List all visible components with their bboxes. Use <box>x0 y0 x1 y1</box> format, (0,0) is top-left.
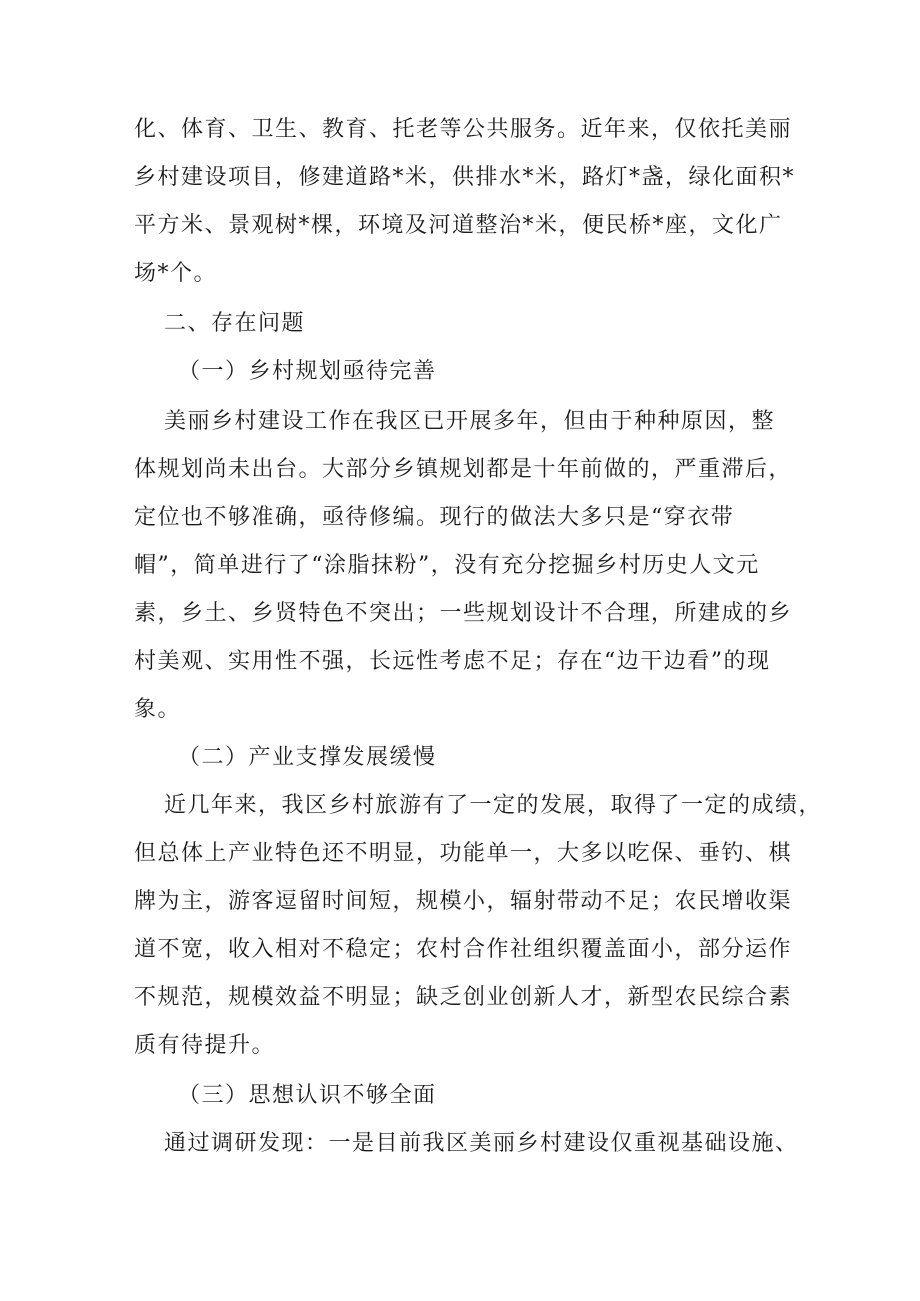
paragraph-line: 美丽乡村建设工作在我区已开展多年，但由于种种原因，整 <box>164 409 776 434</box>
paragraph-line: 帽”，简单进行了“涂脂抹粉”，没有充分挖掘乡村历史人文元 <box>134 553 760 578</box>
paragraph-line: 牌为主，游客逗留时间短，规模小，辐射带动不足；农民增收渠 <box>134 889 793 914</box>
paragraph-line: 通过调研发现：一是目前我区美丽乡村建设仅重视基础设施、 <box>164 1131 799 1156</box>
subsection-heading: （一）乡村规划亟待完善 <box>178 359 437 384</box>
paragraph-line: 平方米、景观树*棵，环境及河道整治*米，便民桥*座，文化广 <box>134 213 783 238</box>
paragraph-line: 但总体上产业特色还不明显，功能单一，大多以吃保、垂钓、棋 <box>134 841 793 866</box>
section-heading: 二、存在问题 <box>164 311 306 336</box>
paragraph-line: 不规范，规模效益不明显；缺乏创业创新人才，新型农民综合素 <box>134 985 793 1010</box>
paragraph-line: 体规划尚未出台。大部分乡镇规划都是十年前做的，严重滞后， <box>134 457 793 482</box>
paragraph-line: 象。 <box>134 697 182 722</box>
paragraph-line: 素，乡土、乡贤特色不突出；一些规划设计不合理，所建成的乡 <box>134 601 793 626</box>
paragraph-line: 定位也不够准确，亟待修编。现行的做法大多只是“穿衣带 <box>134 505 735 530</box>
paragraph-line: 乡村建设项目，修建道路*米，供排水*米，路灯*盏，绿化面积* <box>134 165 796 190</box>
paragraph-line: 近几年来，我区乡村旅游有了一定的发展，取得了一定的成绩， <box>164 793 823 818</box>
paragraph-line: 道不宽，收入相对不稳定；农村合作社组织覆盖面小，部分运作 <box>134 937 793 962</box>
paragraph-line: 化、体育、卫生、教育、托老等公共服务。近年来，仅依托美丽 <box>134 117 793 142</box>
subsection-heading: （三）思想认识不够全面 <box>178 1083 437 1108</box>
paragraph-line: 村美观、实用性不强，长远性考虑不足；存在“边干边看”的现 <box>134 649 771 674</box>
paragraph-line: 场*个。 <box>134 261 218 286</box>
subsection-heading: （二）产业支撑发展缓慢 <box>178 745 437 770</box>
paragraph-line: 质有待提升。 <box>134 1033 276 1058</box>
